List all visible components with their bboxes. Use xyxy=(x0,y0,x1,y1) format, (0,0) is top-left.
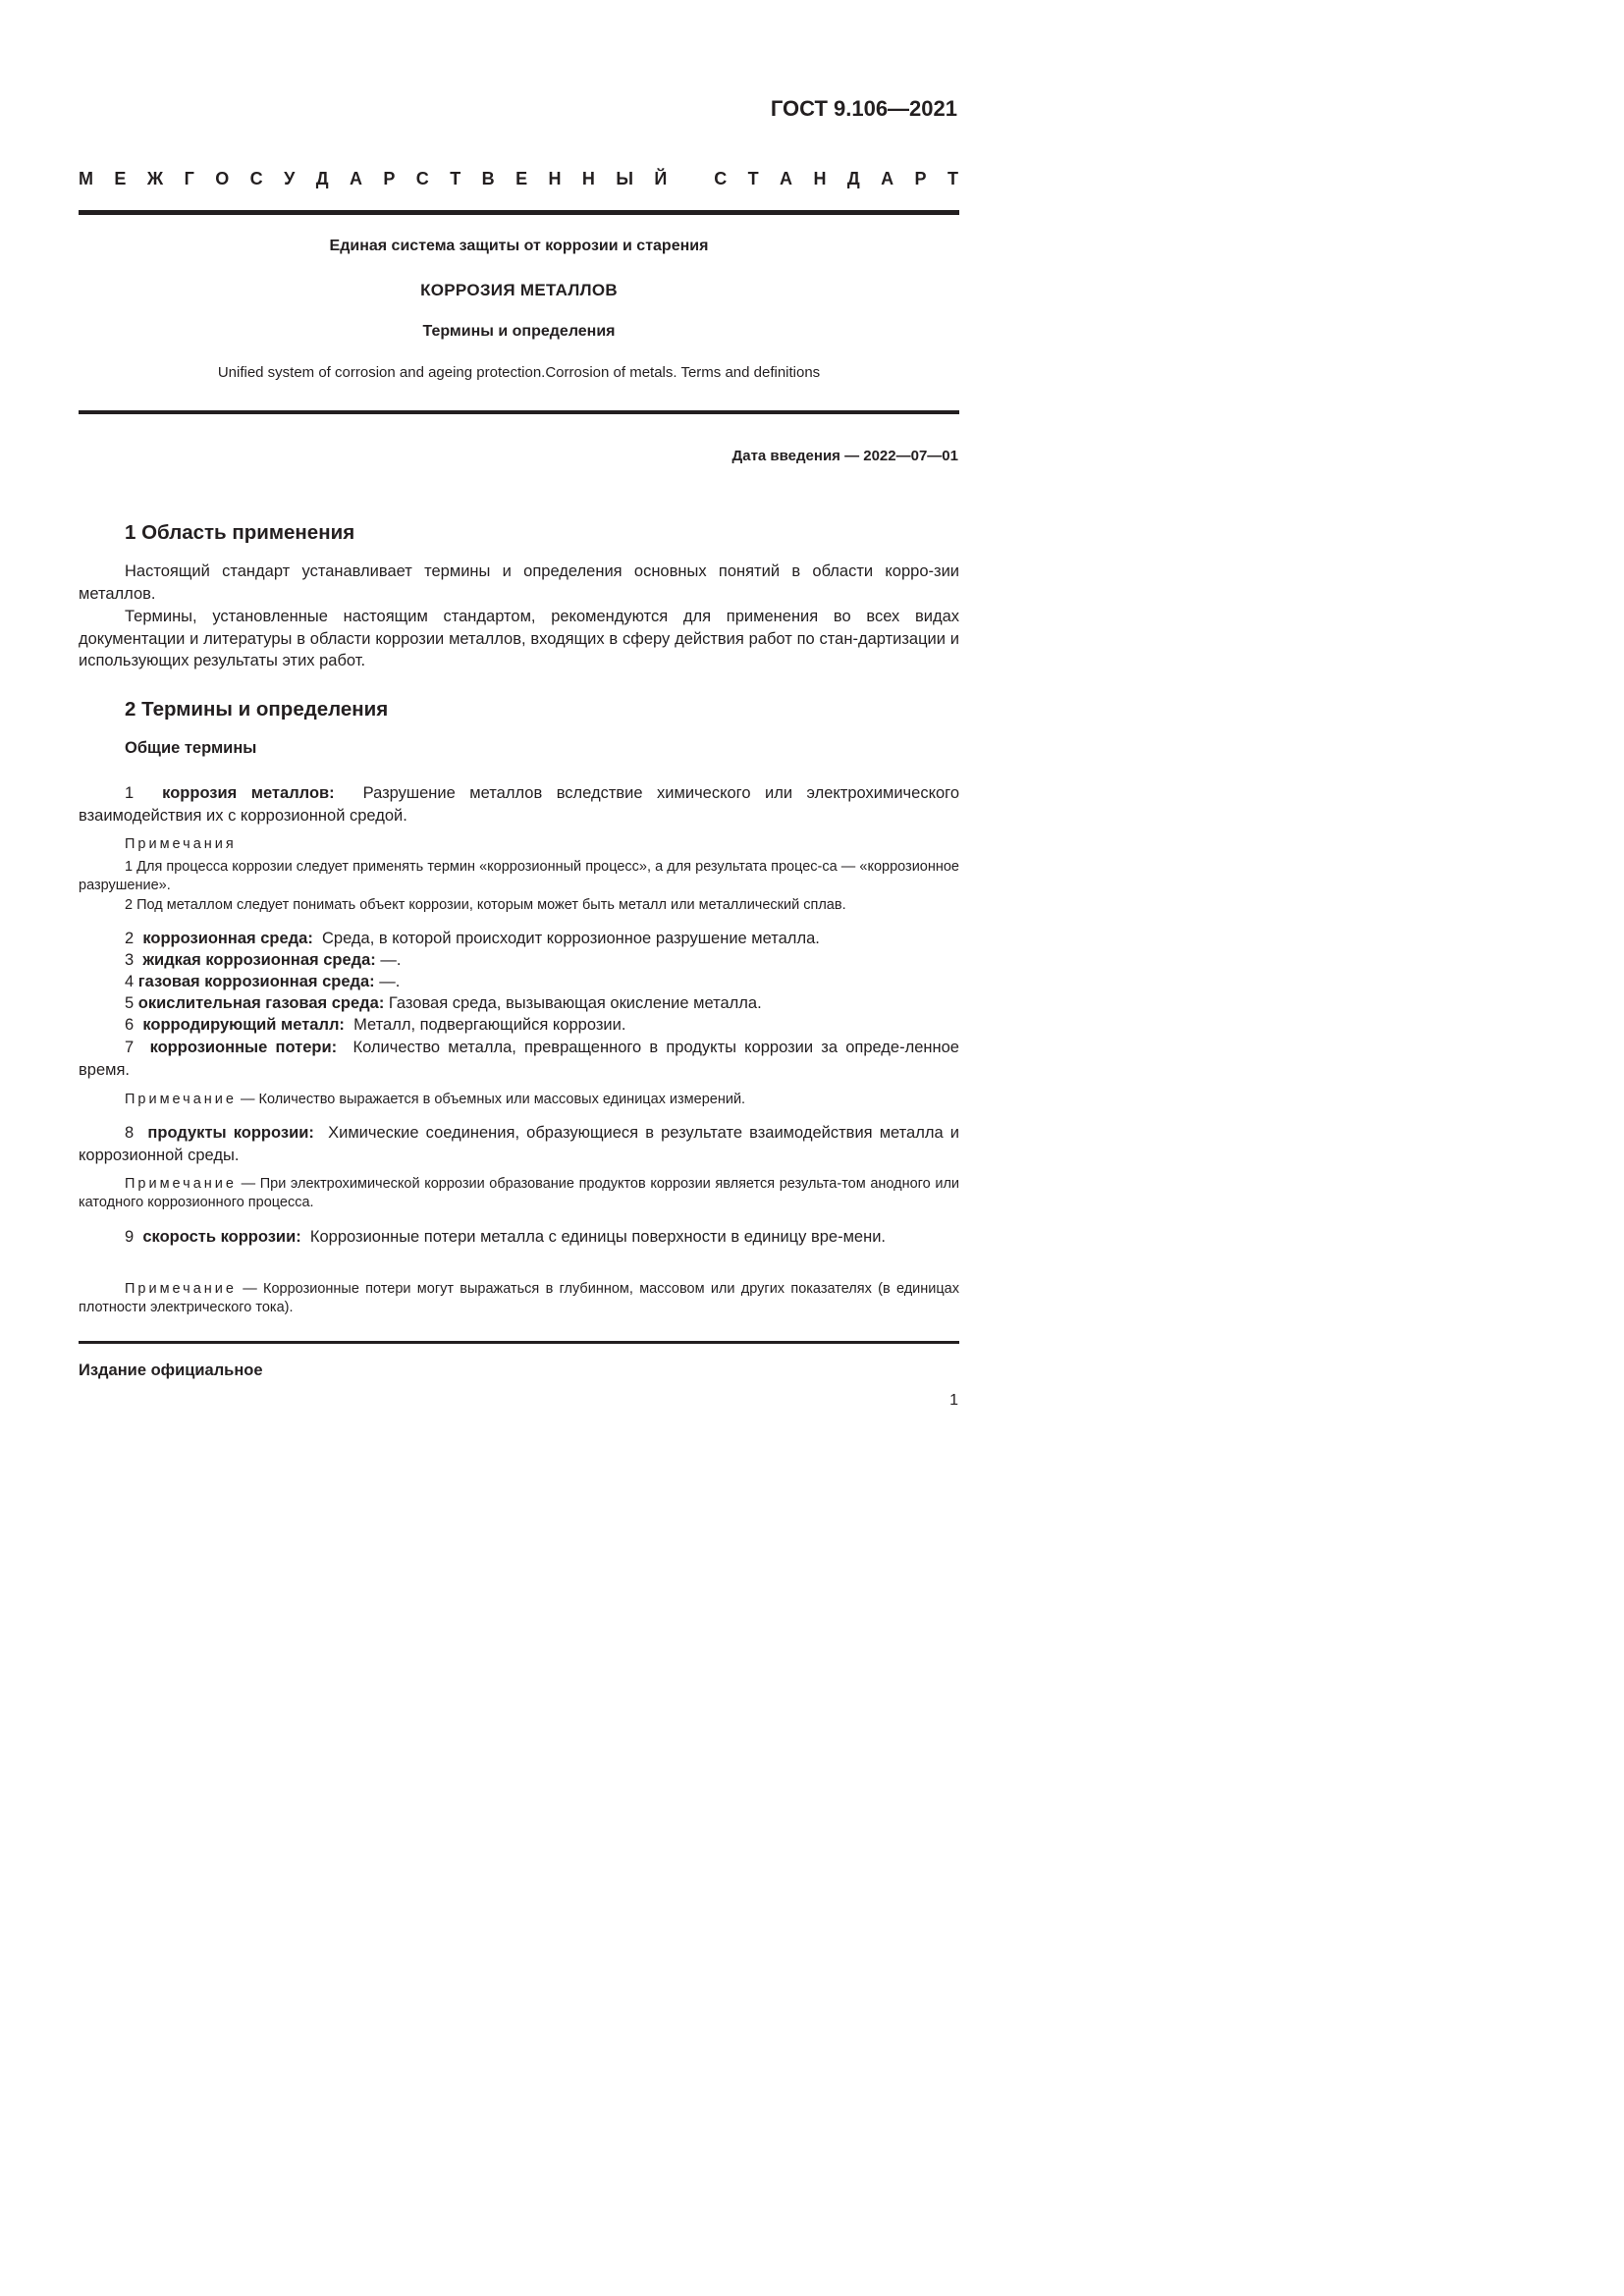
term-7-note xyxy=(79,1091,959,1109)
term-number: 5 xyxy=(125,994,135,1012)
term-definition: —. xyxy=(380,951,402,969)
term-number: 7 xyxy=(125,1039,135,1056)
term-definition: —. xyxy=(379,973,401,990)
title-bottom-rule xyxy=(79,410,959,414)
term-number: 9 xyxy=(125,1228,135,1246)
term-definition: Среда, в которой происходит коррозионное разрушение металла. xyxy=(322,930,820,947)
term-number: 1 xyxy=(125,784,135,802)
term-number: 2 xyxy=(125,930,135,947)
term-7 xyxy=(79,1037,959,1081)
official-edition-label: Издание официальное xyxy=(79,1362,263,1379)
term-4 xyxy=(125,971,400,992)
term-definition: Газовая среда, вызывающая окисление металла. xyxy=(388,994,762,1012)
term-name: продукты коррозии: xyxy=(147,1124,314,1142)
banner-letter: Е xyxy=(114,169,127,188)
banner-letter: Ы xyxy=(616,169,633,188)
term-1-note-1: 1 Для процесса коррозии следует применять термин «коррозионный процесс», а для результата процес-са — «коррозионное разрушение». xyxy=(79,859,959,893)
section-2-heading: 2 Термины и определения xyxy=(125,698,389,721)
banner-letter: Д xyxy=(315,169,329,188)
banner-letter: А xyxy=(349,169,362,188)
term-6 xyxy=(125,1014,625,1036)
english-title: Unified system of corrosion and ageing protection.Corrosion of metals. Terms and definitions xyxy=(217,364,821,381)
term-1-note-2: 2 Под металлом следует понимать объект коррозии, которым может быть металл или металлический сплав. xyxy=(125,897,846,913)
banner-letter: Т xyxy=(450,169,461,188)
note-text: — Коррозионные потери могут выражаться в глубинном, массовом или других показателях (в единицах плотности электрического тока). xyxy=(79,1281,959,1315)
banner-letter: А xyxy=(780,169,793,188)
term-number: 6 xyxy=(125,1016,135,1034)
note-text: — При электрохимической коррозии образование продуктов коррозии является результа-том анодного или катодного коррозионного процесса. xyxy=(79,1176,960,1210)
banner-letter: Н xyxy=(581,169,595,188)
notes-label: Примечания xyxy=(125,836,237,852)
banner-letter: Н xyxy=(548,169,562,188)
term-name: окислительная газовая среда: xyxy=(137,994,385,1012)
top-thick-rule xyxy=(79,210,959,215)
interstate-standard-banner xyxy=(79,169,958,189)
banner-letter: Т xyxy=(747,169,759,188)
banner-letter: С xyxy=(415,169,429,188)
term-definition: Количество металла, превращенного в продукты коррозии за опреде-ленное время. xyxy=(79,1039,959,1079)
banner-letter: М xyxy=(79,169,93,188)
note-label: Примечание xyxy=(125,1176,237,1192)
banner-letter: Г xyxy=(184,169,194,188)
term-name: скорость коррозии: xyxy=(142,1228,301,1246)
banner-letter: С xyxy=(249,169,263,188)
banner-letter: Е xyxy=(515,169,528,188)
banner-letter: С xyxy=(714,169,728,188)
term-5 xyxy=(125,992,762,1014)
banner-word-gap xyxy=(688,169,693,189)
introduction-date: Дата введения — 2022—07—01 xyxy=(731,448,958,464)
document-page xyxy=(0,0,1080,1526)
term-name: коррозионная среда: xyxy=(142,930,313,947)
term-2 xyxy=(125,928,820,949)
term-number: 8 xyxy=(125,1124,135,1142)
banner-letter: Р xyxy=(383,169,396,188)
term-definition: Химические соединения, образующиеся в результате взаимодействия металла и коррозионной среды. xyxy=(79,1124,959,1164)
term-number: 4 xyxy=(125,973,135,990)
section-1-heading: 1 Область применения xyxy=(125,521,355,544)
banner-letter: Н xyxy=(813,169,827,188)
note-label: Примечание xyxy=(125,1092,237,1107)
term-name: корродирующий металл: xyxy=(142,1016,345,1034)
section-1-paragraph-2: Термины, установленные настоящим стандартом, рекомендуются для применения во всех видах документации и литературы в области коррозии металлов, входящих в сферу действия работ по стан-дартизации и использующих результаты этих работ. xyxy=(79,608,959,669)
term-definition: Коррозионные потери металла с единицы поверхности в единицу вре-мени. xyxy=(309,1228,887,1246)
general-terms-subheading: Общие термины xyxy=(125,739,257,757)
term-9-note xyxy=(79,1280,959,1317)
term-8 xyxy=(79,1122,959,1166)
banner-letter: Р xyxy=(914,169,927,188)
term-name: коррозионные потери: xyxy=(149,1039,338,1056)
term-definition: Металл, подвергающийся коррозии. xyxy=(353,1016,626,1034)
note-text: — Количество выражается в объемных или массовых единицах измерений. xyxy=(240,1092,746,1107)
banner-letter: В xyxy=(481,169,495,188)
section-1-paragraph-1: Настоящий стандарт устанавливает термины и определения основных понятий в области корро-зии металлов. xyxy=(79,562,959,603)
sub-title: Термины и определения xyxy=(422,323,616,340)
page-number: 1 xyxy=(949,1392,958,1409)
series-title: Единая система защиты от коррозии и старения xyxy=(329,238,709,254)
term-name: жидкая коррозионная среда: xyxy=(142,951,376,969)
note-label: Примечание xyxy=(125,1281,237,1297)
banner-letter: Д xyxy=(846,169,860,188)
footer-rule xyxy=(79,1341,959,1344)
banner-letter: Й xyxy=(654,169,668,188)
term-name: коррозия металлов: xyxy=(162,784,335,802)
term-name: газовая коррозионная среда: xyxy=(137,973,375,990)
term-3 xyxy=(125,949,401,971)
banner-letter: А xyxy=(881,169,894,188)
banner-letter: О xyxy=(215,169,230,188)
standard-designation: ГОСТ 9.106—2021 xyxy=(770,96,957,121)
term-8-note xyxy=(79,1175,959,1212)
term-number: 3 xyxy=(125,951,135,969)
banner-letter: Т xyxy=(947,169,958,188)
term-9 xyxy=(79,1226,959,1249)
banner-letter: У xyxy=(284,169,296,188)
term-1 xyxy=(79,782,959,827)
term-definition: Разрушение металлов вследствие химического или электрохимического взаимодействия их с коррозионной средой. xyxy=(79,784,959,825)
banner-letter: Ж xyxy=(146,169,164,188)
main-title: КОРРОЗИЯ МЕТАЛЛОВ xyxy=(420,281,618,299)
